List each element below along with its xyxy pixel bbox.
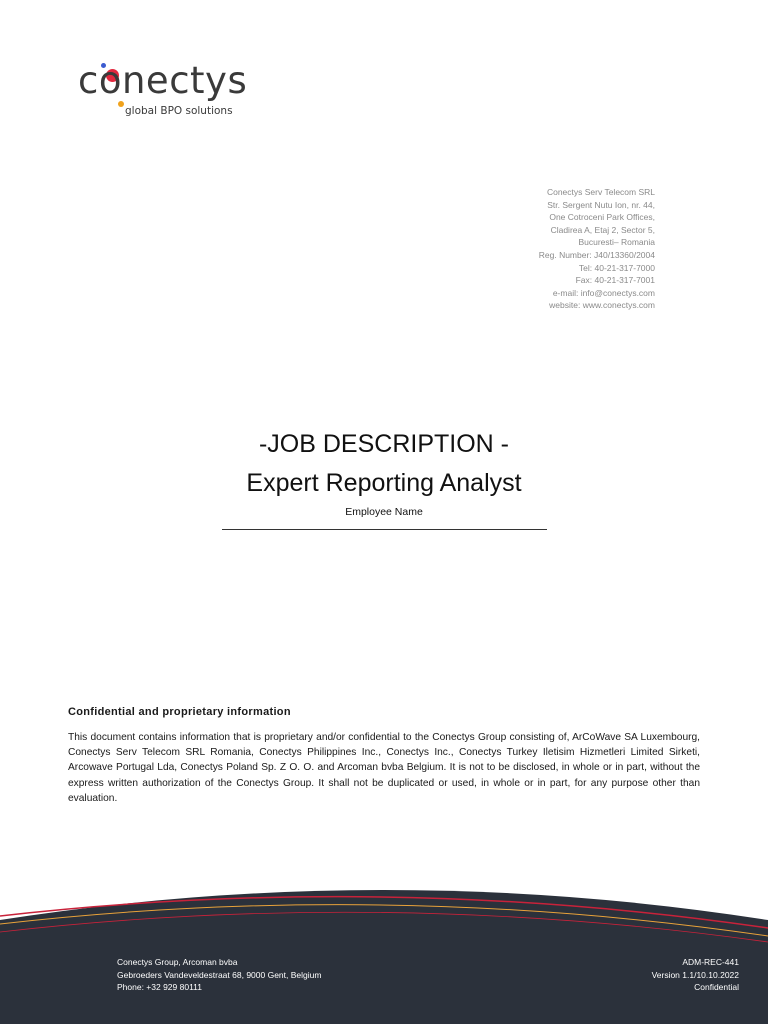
address-line: e-mail: info@conectys.com: [552, 287, 655, 298]
footer-line: Conectys Group, Arcoman bvba: [117, 957, 238, 967]
page-footer: [0, 880, 768, 1024]
footer-doc-code: ADM-REC-441: [682, 957, 739, 967]
confidential-text: This document contains information that is proprietary and/or confidential to the Conectys Group consisting of, ArCoWave SA Luxembourg, Conectys Serv Telecom SRL Romania, Conectys Philippines Inc., Conectys Inc., Conectys Turkey Iletisim Hizmetleri Limited Sirketi, Arcowave Portugal Lda, Conectys Poland Sp. Z O. O. and Arcoman bvba Belgium. It is not to be disclosed, in whole or in part, without the express written authorization of the Conectys Group. It shall not be duplicated or used, in whole or in part, for any purpose other than evaluation.: [68, 732, 700, 804]
company-address: [539, 186, 655, 312]
address-line: website: www.conectys.com: [549, 300, 655, 311]
footer-document-info: [652, 956, 739, 994]
address-line: Str. Sergent Nutu Ion, nr. 44,: [547, 199, 655, 210]
address-line: Tel: 40-21-317-7000: [578, 262, 655, 273]
confidential-heading: Confidential and proprietary information: [68, 706, 291, 718]
address-line: One Cotroceni Park Offices,: [549, 212, 655, 223]
footer-company-info: [117, 956, 321, 994]
job-title: Expert Reporting Analyst: [246, 469, 522, 497]
document-type-title: -JOB DESCRIPTION -: [258, 430, 509, 458]
address-line: Cladirea A, Etaj 2, Sector 5,: [550, 224, 655, 235]
address-line: Bucuresti– Romania: [578, 237, 655, 248]
employee-name-line: [222, 529, 547, 530]
logo-wordmark: conectys: [78, 59, 248, 102]
footer-classification: Confidential: [694, 982, 739, 993]
document-title-block: [0, 428, 768, 530]
footer-line: Gebroeders Vandeveldestraat 68, 9000 Gent, Belgium: [117, 969, 322, 980]
footer-line: Phone: +32 929 80111: [117, 982, 202, 993]
address-line: Reg. Number: J40/13360/2004: [538, 249, 655, 260]
footer-version: Version 1.1/10.10.2022: [651, 969, 739, 980]
footer-background: [0, 880, 768, 1024]
logo-tagline: global BPO solutions: [125, 105, 233, 117]
company-logo: [78, 58, 248, 122]
address-line: Fax: 40-21-317-7001: [575, 275, 655, 286]
address-line: Conectys Serv Telecom SRL: [546, 187, 655, 197]
employee-name-label: Employee Name: [345, 506, 423, 518]
